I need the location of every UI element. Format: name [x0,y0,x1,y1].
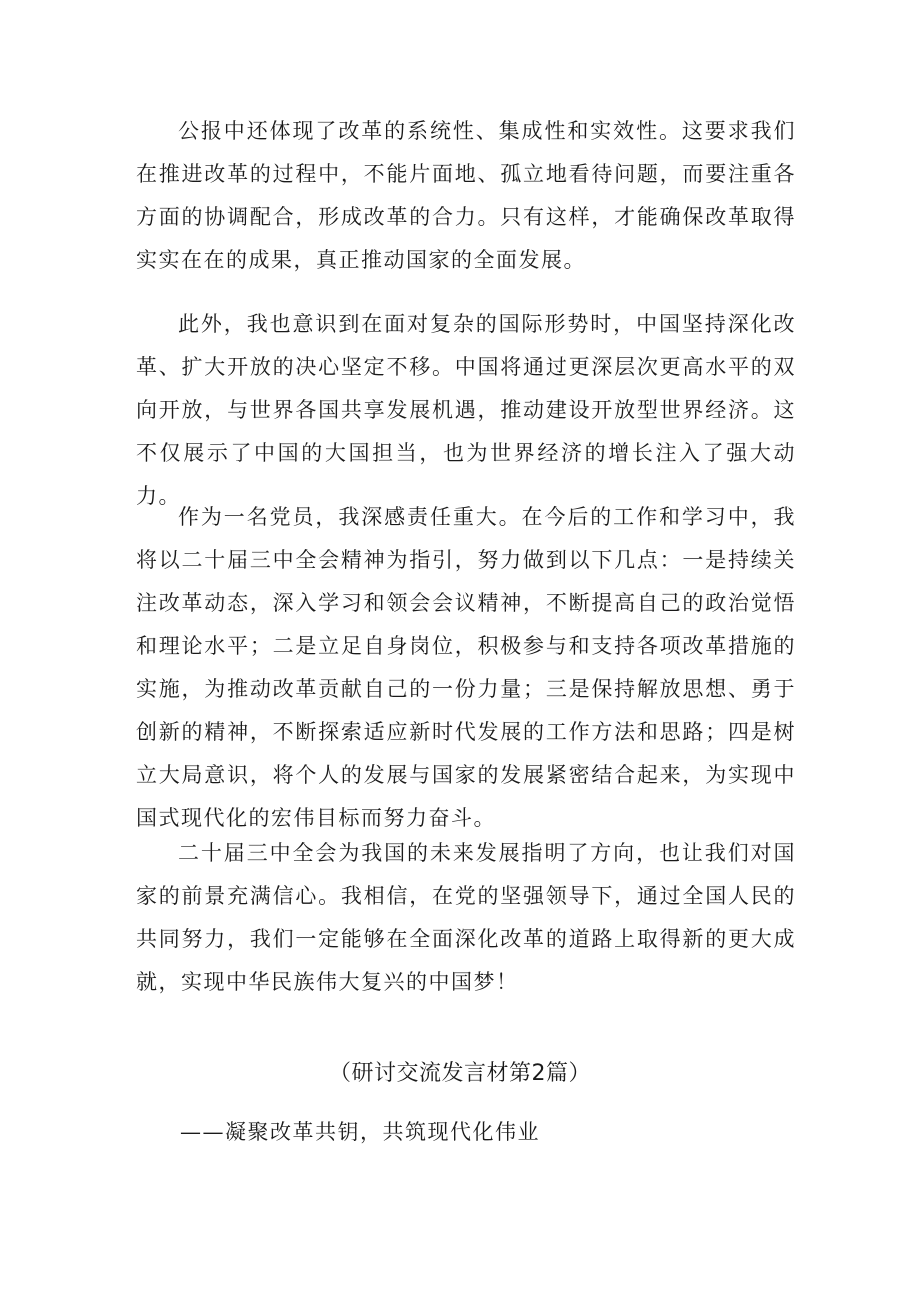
body-paragraph-2: 此外，我也意识到在面对复杂的国际形势时，中国坚持深化改革、扩大开放的决心坚定不移。中国将通过更深层次更高水平的双向开放，与世界各国共享发展机遇，推动建设开放型世界经济。这不仅展示了中国的大国担当，也为世界经济的增长注入了强大动力。 [136,312,796,508]
section-heading: （研讨交流发言材第2篇） [329,1061,591,1086]
section-subtitle: ——凝聚改革共钥，共筑现代化伟业 [180,1120,540,1144]
body-paragraph-1: 公报中还体现了改革的系统性、集成性和实效性。这要求我们在推进改革的过程中，不能片面地、孤立地看待问题，而要注重各方面的协调配合，形成改革的合力。只有这样，才能确保改革取得实实在在的成果，真正推动国家的全面发展。 [136,119,796,272]
body-paragraph-3: 作为一名党员，我深感责任重大。在今后的工作和学习中，我将以二十届三中全会精神为指引，努力做到以下几点：一是持续关注改革动态，深入学习和领会会议精神，不断提高自己的政治觉悟和理论水平；二是立足自身岗位，积极参与和支持各项改革措施的实施，为推动改革贡献自己的一份力量；三是保持解放思想、勇于创新的精神，不断探索适应新时代发展的工作方法和思路；四是树立大局意识，将个人的发展与国家的发展紧密结合起来，为实现中国式现代化的宏伟目标而努力奋斗。 [136,505,796,830]
body-paragraph-4: 二十届三中全会为我国的未来发展指明了方向，也让我们对国家的前景充满信心。我相信，在党的坚强领导下，通过全国人民的共同努力，我们一定能够在全面深化改革的道路上取得新的更大成就，实现中华民族伟大复兴的中国梦！ [136,841,796,994]
